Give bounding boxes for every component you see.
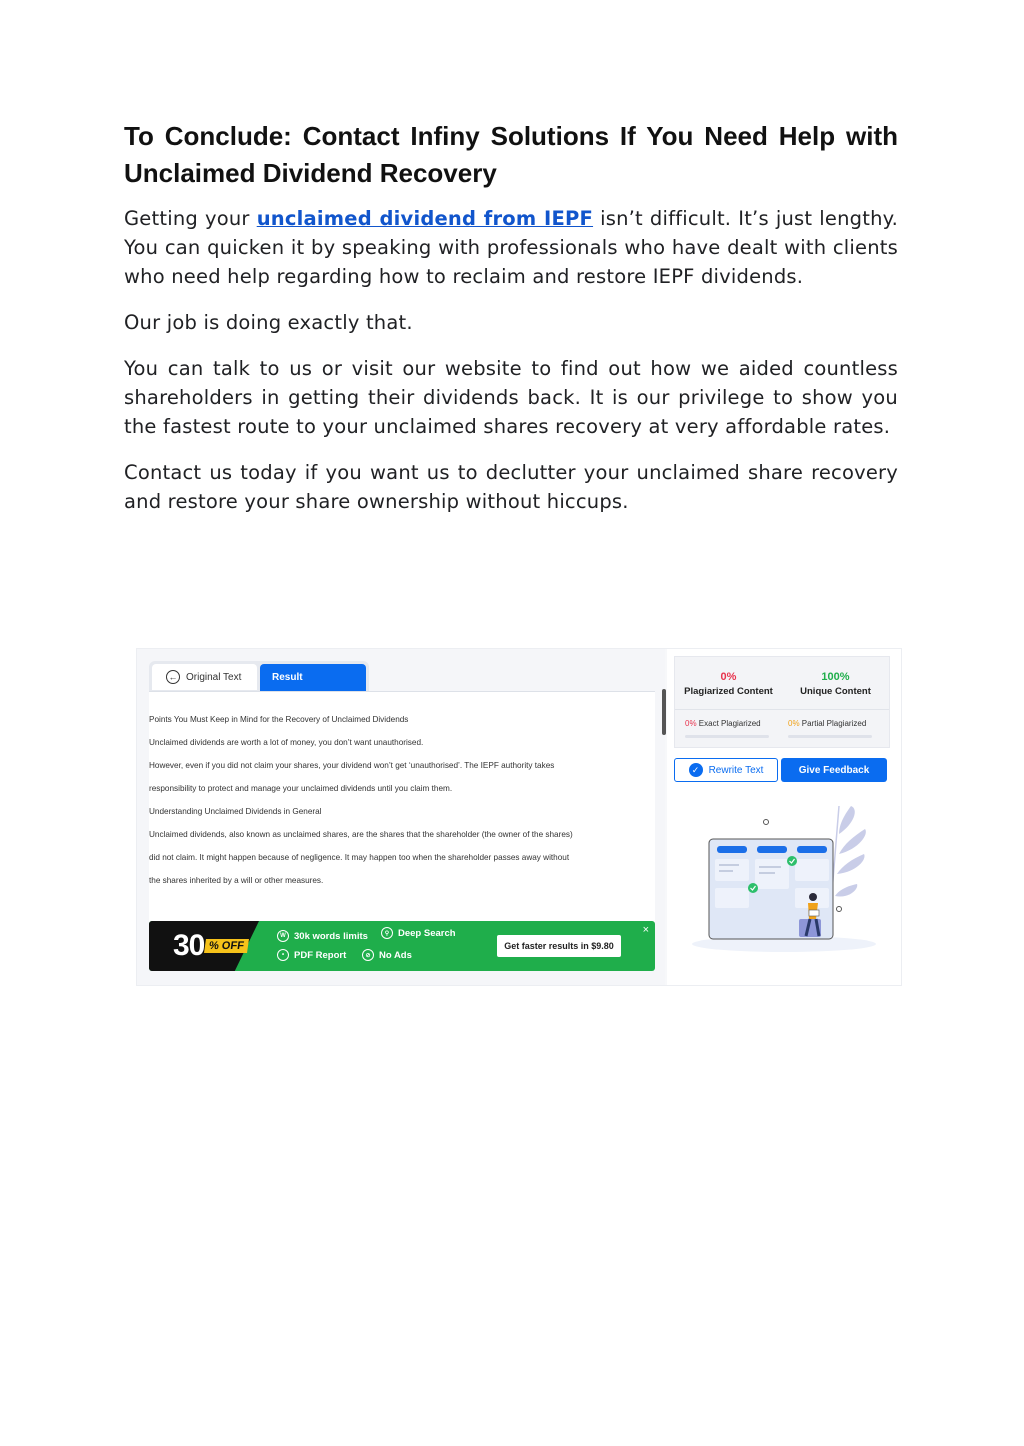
result-text-area (149, 691, 655, 942)
plagiarism-stats-card (674, 656, 890, 748)
result-line: Points You Must Keep in Mind for the Recovery of Unclaimed Dividends (149, 715, 409, 724)
discount-off-label: % OFF (204, 939, 249, 953)
exact-label: Exact Plagiarized (696, 719, 761, 728)
result-line: responsibility to protect and manage your unclaimed dividends until you claim them. (149, 784, 453, 793)
tab-bar (149, 661, 369, 691)
partial-percent: 0% (788, 719, 800, 728)
feature-words-limit (277, 930, 368, 942)
feature-label: 30k words limits (294, 930, 368, 942)
text-scrollbar[interactable] (662, 689, 666, 735)
partial-progress-bar (788, 735, 872, 738)
promo-banner[interactable] (149, 921, 655, 971)
result-pane (137, 649, 665, 985)
intro-text-before: Getting your (124, 207, 257, 230)
feature-label: PDF Report (294, 949, 347, 961)
check-icon: ✓ (689, 763, 703, 777)
rewrite-text-button[interactable] (674, 758, 778, 782)
feature-label: Deep Search (398, 927, 456, 939)
exact-plagiarized (685, 719, 761, 728)
no-ads-icon: ⊘ (362, 949, 374, 961)
feature-deep-search (381, 927, 456, 939)
plagiarized-label: Plagiarized Content (684, 686, 773, 697)
result-line: the shares inherited by a will or other measures. (149, 876, 324, 885)
result-line: However, even if you did not claim your shares, your dividend won’t get ‘unauthorised’. The IEPF authority takes (149, 761, 555, 770)
plagiarized-stat (675, 671, 782, 697)
unique-label: Unique Content (800, 686, 871, 697)
tab-original-label: Original Text (186, 671, 242, 683)
result-line: did not claim. It might happen because of negligence. It may happen too when the shareholder passes away without (149, 853, 570, 862)
paragraph-intro (124, 204, 898, 291)
back-arrow-icon: ← (166, 670, 180, 684)
exact-percent: 0% (685, 719, 697, 728)
rewrite-label: Rewrite Text (708, 764, 764, 776)
document-page (124, 118, 898, 533)
kanban-illustration (689, 804, 879, 954)
give-feedback-button[interactable]: Give Feedback (781, 758, 887, 782)
stats-divider (675, 709, 889, 710)
get-faster-results-button[interactable]: Get faster results in $9.80 (497, 935, 621, 957)
search-document-icon: ⚲ (381, 927, 393, 939)
report-icon: • (277, 949, 289, 961)
intro-text-after: isn’t difficult. It’s just lengthy. You can quicken it by speaking with professionals who have dealt with clients who need help regarding how to reclaim and restore IEPF dividends. (124, 207, 898, 288)
plagiarism-checker-screenshot (136, 648, 902, 986)
paragraph-contact: Contact us today if you want us to declutter your unclaimed share recovery and restore your share ownership without hiccups. (124, 461, 898, 513)
feature-pdf-report (277, 949, 346, 961)
stats-pane (667, 649, 901, 985)
close-icon[interactable]: × (642, 924, 649, 936)
words-icon: W (277, 930, 289, 942)
exact-progress-bar (685, 735, 769, 738)
paragraph-job: Our job is doing exactly that. (124, 311, 413, 334)
discount-number: 30 (173, 929, 205, 962)
result-line: Understanding Unclaimed Dividends in General (149, 807, 322, 816)
iepf-link[interactable]: unclaimed dividend from IEPF (256, 207, 594, 230)
tab-result[interactable]: Result (260, 664, 366, 691)
paragraph-talk: You can talk to us or visit our website to find out how we aided countless shareholders in getting their dividends back. It is our privilege to show you the fastest route to your unclaimed shares recovery at very affordable rates. (124, 357, 898, 438)
unique-percent: 100% (821, 671, 850, 683)
unique-stat (782, 671, 889, 697)
feature-no-ads (362, 949, 412, 961)
section-heading: To Conclude: Contact Infiny Solutions If You Need Help with Unclaimed Dividend Recovery (124, 121, 898, 188)
partial-label: Partial Plagiarized (799, 719, 867, 728)
feature-label: No Ads (379, 949, 412, 961)
result-line: Unclaimed dividends are worth a lot of money, you don’t want unauthorised. (149, 738, 424, 747)
plagiarized-percent: 0% (720, 671, 737, 683)
tab-original-text[interactable] (152, 664, 257, 690)
partial-plagiarized (788, 719, 866, 728)
result-line: Unclaimed dividends, also known as unclaimed shares, are the shares that the shareholder (the owner of the shares) (149, 830, 573, 839)
